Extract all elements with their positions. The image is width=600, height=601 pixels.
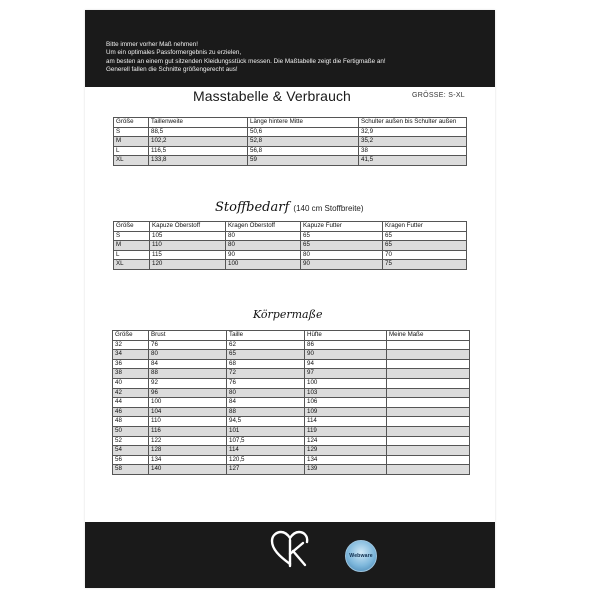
table-cell: 116: [149, 426, 227, 436]
table-cell: 101: [227, 426, 305, 436]
my-measurement-cell[interactable]: [387, 465, 470, 475]
table-cell: 94: [305, 359, 387, 369]
table-cell: 122: [149, 436, 227, 446]
my-measurement-cell[interactable]: [387, 455, 470, 465]
table-row: [113, 350, 470, 360]
my-measurement-cell[interactable]: [387, 378, 470, 388]
table-row: [114, 156, 467, 166]
table-cell: 70: [383, 250, 467, 260]
intro-line: Bitte immer vorher Maß nehmen!: [106, 41, 199, 48]
table-cell: 65: [227, 350, 305, 360]
table-cell: XL: [114, 260, 150, 270]
table-cell: 65: [383, 231, 467, 241]
table-cell: 105: [150, 231, 226, 241]
table-cell: 72: [227, 369, 305, 379]
table-cell: 109: [305, 407, 387, 417]
table-cell: 76: [149, 340, 227, 350]
table-cell: 100: [149, 398, 227, 408]
table-row: [114, 137, 467, 147]
table-cell: S: [114, 231, 150, 241]
table-cell: 80: [227, 388, 305, 398]
table-header-row: [113, 331, 470, 341]
my-measurement-cell[interactable]: [387, 369, 470, 379]
table-cell: 35,2: [359, 137, 467, 147]
table-cell: 59: [248, 156, 359, 166]
column-header: Kragen Futter: [383, 222, 467, 232]
table-cell: 80: [226, 241, 301, 251]
intro-line: Generell fallen die Schnitte größengerecht aus!: [106, 66, 238, 74]
table-cell: 58: [113, 465, 149, 475]
column-header: Brust: [149, 331, 227, 341]
my-measurement-cell[interactable]: [387, 340, 470, 350]
table-cell: 96: [149, 388, 227, 398]
column-header: Taillenweite: [149, 118, 248, 128]
table-cell: 54: [113, 446, 149, 456]
table-cell: 68: [227, 359, 305, 369]
page-title: Masstabelle & Verbrauch: [193, 88, 351, 104]
table-cell: 88,5: [149, 127, 248, 137]
table-cell: 134: [149, 455, 227, 465]
webware-label: Webware: [349, 553, 373, 559]
my-measurement-cell[interactable]: [387, 359, 470, 369]
table-cell: 103: [305, 388, 387, 398]
intro-line: am besten an einem gut sitzenden Kleidungsstück messen. Die Maßtabelle zeigt die Fertigmaße an!: [106, 57, 386, 65]
my-measurement-cell[interactable]: [387, 350, 470, 360]
table-row: [113, 378, 470, 388]
table-cell: 50: [113, 426, 149, 436]
column-header: Kapuze Futter: [301, 222, 383, 232]
table-cell: 129: [305, 446, 387, 456]
table-cell: 40: [113, 378, 149, 388]
table-cell: 80: [149, 350, 227, 360]
table-cell: 46: [113, 407, 149, 417]
fabric-requirement-table: [113, 221, 467, 270]
fabric-heading-text: Stoffbedarf: [215, 200, 290, 215]
table-cell: 100: [305, 378, 387, 388]
size-range: GRÖSSE: S-XL: [411, 92, 465, 99]
table-cell: 133,8: [149, 156, 248, 166]
table-cell: 48: [113, 417, 149, 427]
table-cell: 84: [149, 359, 227, 369]
table-cell: 110: [149, 417, 227, 427]
column-header: Taille: [227, 331, 305, 341]
column-header: Größe: [114, 222, 150, 232]
table-row: [114, 231, 467, 241]
table-cell: 32,9: [359, 127, 467, 137]
table-cell: 52,8: [248, 137, 359, 147]
table-cell: 65: [383, 241, 467, 251]
body-measurements-heading: [253, 308, 322, 321]
my-measurement-cell[interactable]: [387, 388, 470, 398]
table-cell: 38: [113, 369, 149, 379]
table-cell: 76: [227, 378, 305, 388]
table-cell: 32: [113, 340, 149, 350]
column-header: Kapuze Oberstoff: [150, 222, 226, 232]
intro-line: Um ein optimales Passformergebnis zu erzielen,: [106, 49, 242, 57]
pattern-size-chart-page: [85, 10, 495, 588]
table-cell: 124: [305, 436, 387, 446]
table-row: [114, 250, 467, 260]
table-cell: 41,5: [359, 156, 467, 166]
column-header: Größe: [114, 118, 149, 128]
table-row: [114, 127, 467, 137]
table-cell: 116,5: [149, 146, 248, 156]
my-measurement-cell[interactable]: [387, 426, 470, 436]
table-row: [113, 407, 470, 417]
table-cell: 94,5: [227, 417, 305, 427]
table-cell: 80: [301, 250, 383, 260]
table-cell: 90: [301, 260, 383, 270]
table-cell: L: [114, 250, 150, 260]
table-cell: M: [114, 137, 149, 147]
table-row: [113, 465, 470, 475]
my-measurement-cell[interactable]: [387, 407, 470, 417]
table-cell: 56,8: [248, 146, 359, 156]
table-cell: 120: [150, 260, 226, 270]
table-cell: 115: [150, 250, 226, 260]
fabric-width-note: (140 cm Stoffbreite): [293, 204, 364, 213]
table-cell: 62: [227, 340, 305, 350]
table-cell: 42: [113, 388, 149, 398]
table-cell: 38: [359, 146, 467, 156]
table-row: [114, 146, 467, 156]
table-cell: 90: [226, 250, 301, 260]
table-cell: 107,5: [227, 436, 305, 446]
garment-measurements-table: [113, 117, 467, 166]
fabric-heading: [215, 200, 364, 215]
table-cell: 140: [149, 465, 227, 475]
table-row: [113, 398, 470, 408]
table-cell: XL: [114, 156, 149, 166]
table-row: [113, 446, 470, 456]
table-row: [113, 369, 470, 379]
table-cell: M: [114, 241, 150, 251]
body-measurements-table: [112, 330, 470, 475]
table-row: [114, 260, 467, 270]
table-cell: 97: [305, 369, 387, 379]
column-header: Hüfte: [305, 331, 387, 341]
webware-badge: [345, 540, 377, 572]
table-cell: 139: [305, 465, 387, 475]
my-measurement-cell[interactable]: [387, 417, 470, 427]
table-cell: 56: [113, 455, 149, 465]
table-cell: 34: [113, 350, 149, 360]
table-cell: 92: [149, 378, 227, 388]
table-row: [113, 455, 470, 465]
table-cell: 128: [149, 446, 227, 456]
my-measurement-cell[interactable]: [387, 398, 470, 408]
table-cell: 86: [305, 340, 387, 350]
table-cell: 88: [227, 407, 305, 417]
column-header: Meine Maße: [387, 331, 470, 341]
table-row: [114, 241, 467, 251]
table-cell: 90: [305, 350, 387, 360]
table-cell: L: [114, 146, 149, 156]
table-cell: 84: [227, 398, 305, 408]
table-cell: 114: [227, 446, 305, 456]
table-cell: 114: [305, 417, 387, 427]
table-cell: 100: [226, 260, 301, 270]
table-row: [113, 426, 470, 436]
table-cell: 75: [383, 260, 467, 270]
table-cell: 50,6: [248, 127, 359, 137]
table-cell: 65: [301, 231, 383, 241]
table-cell: 88: [149, 369, 227, 379]
column-header: Größe: [113, 331, 149, 341]
table-cell: 52: [113, 436, 149, 446]
table-header-row: [114, 118, 467, 128]
table-cell: 106: [305, 398, 387, 408]
table-cell: 102,2: [149, 137, 248, 147]
table-cell: 36: [113, 359, 149, 369]
my-measurement-cell[interactable]: [387, 446, 470, 456]
my-measurement-cell[interactable]: [387, 436, 470, 446]
table-cell: 65: [301, 241, 383, 251]
table-cell: 44: [113, 398, 149, 408]
intro-text: [106, 41, 486, 75]
table-header-row: [114, 222, 467, 232]
table-row: [113, 359, 470, 369]
body-heading-text: Körpermaße: [253, 308, 323, 321]
table-cell: S: [114, 127, 149, 137]
table-cell: 119: [305, 426, 387, 436]
column-header: Kragen Oberstoff: [226, 222, 301, 232]
table-row: [113, 436, 470, 446]
table-row: [113, 417, 470, 427]
table-cell: 134: [305, 455, 387, 465]
table-cell: 127: [227, 465, 305, 475]
table-row: [113, 340, 470, 350]
table-cell: 110: [150, 241, 226, 251]
heart-k-logo-icon: [269, 528, 311, 570]
column-header: Länge hintere Mitte: [248, 118, 359, 128]
table-cell: 104: [149, 407, 227, 417]
table-row: [113, 388, 470, 398]
table-cell: 120,5: [227, 455, 305, 465]
column-header: Schulter außen bis Schulter außen: [359, 118, 467, 128]
table-cell: 80: [226, 231, 301, 241]
